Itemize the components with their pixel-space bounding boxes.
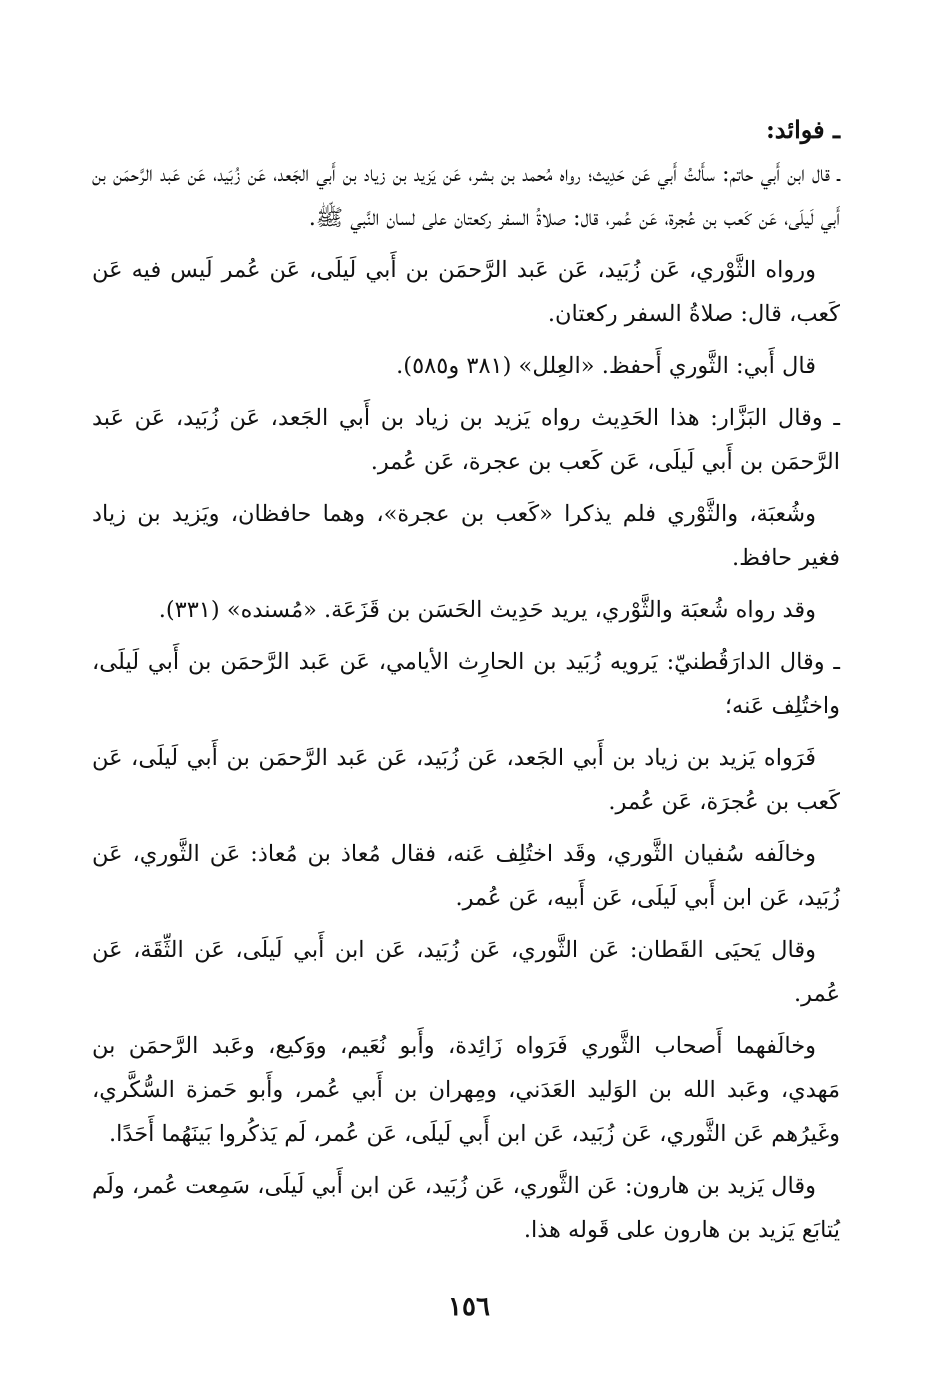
paragraph: ورواه الثَّوْري، عَن زُبَيد، عَن عَبد الرَّحمَن بن أَبي لَيلَى، عَن عُمر لَيس فيه عَن كَعب، قال: صلاةُ السفر ركعتان. [92,257,840,327]
paragraph: وقال يَزيد بن هارون: عَن الثَّوري، عَن زُبَيد، عَن ابن أَبي لَيلَى، سَمِعت عُمر، ولَم يُتابَع يَزيد بن هارون على قَوله هذا. [92,1173,840,1243]
paragraph: وخالَفه سُفيان الثَّوري، وقَد اختُلِف عَنه، فقال مُعاذ بن مُعاذ: عَن الثَّوري، عَن زُبَيد، عَن ابن أَبي لَيلَى، عَن أَبيه، عَن عُمر. [92,841,840,911]
paragraph: ـ قال ابن أَبي حاتم: سأَلتُ أَبي عَن حَدِيث؛ رواه مُحمد بن بشر، عَن يَزيد بن زياد بن أَبي الجَعد، عَن زُبَيد، عَن عَبد الرَّحمَن بن أَبي لَيلَى، عَن كَعب بن عُجرة، عَن عُمر، قال: صلاةُ السفر ركعتان على لسان النَّبي ﷺ. [92,161,840,231]
paragraph: وقال يَحيَى القَطان: عَن الثَّوري، عَن زُبَيد، عَن ابن أَبي لَيلَى، عَن الثِّقَة، عَن عُمر. [92,937,840,1007]
paragraph: وخالَفهما أَصحاب الثَّوري فَرَواه زَائِدة، وأَبو نُعَيم، ووَكيع، وعَبد الرَّحمَن بن مَهدي، وعَبد الله بن الوَليد العَدَني، ومِهران بن أَبي عُمر، وأَبو حَمزة السُّكَّري، وغَيرُهم عَن الثَّوري، عَن زُبَيد، عَن ابن أَبي لَيلَى، عَن عُمر، لَم يَذكُروا بَينَهُما أَحَدًا. [92,1033,840,1147]
paragraph: وقد رواه شُعبَة والثَّوْري، يريد حَدِيث الحَسَن بن قَزَعَة. «مُسنده» (٣٣١). [158,597,816,623]
paragraph: ـ وقال البَزَّار: هذا الحَدِيث رواه يَزيد بن زياد بن أَبي الجَعد، عَن زُبَيد، عَن عَبد الرَّحمَن بن أَبي لَيلَى، عَن كَعب بن عجرة، عَن عُمر. [92,405,840,475]
page-number: ١٥٦ [448,1292,490,1322]
paragraph: ـ وقال الدارَقُطنيّ: يَرويه زُبَيد بن الحارِث الأيامي، عَن عَبد الرَّحمَن بن أَبي لَيلَى، واختُلِف عَنه؛ [92,649,840,719]
paragraph: وشُعبَة، والثَّوْري فلم يذكرا «كَعب بن عجرة»، وهما حافظان، ويَزيد بن زياد فغير حافظ. [92,501,840,571]
page-body [92,112,840,1260]
section-heading: ـ فوائد: [765,115,840,144]
paragraph: فَرَواه يَزيد بن زياد بن أَبي الجَعد، عَن زُبَيد، عَن عَبد الرَّحمَن بن أَبي لَيلَى، عَن كَعب بن عُجرَة، عَن عُمر. [92,745,840,815]
paragraph: قال أَبي: الثَّوري أَحفظ. «العِلل» (٣٨١ و٥٨٥). [396,353,816,379]
